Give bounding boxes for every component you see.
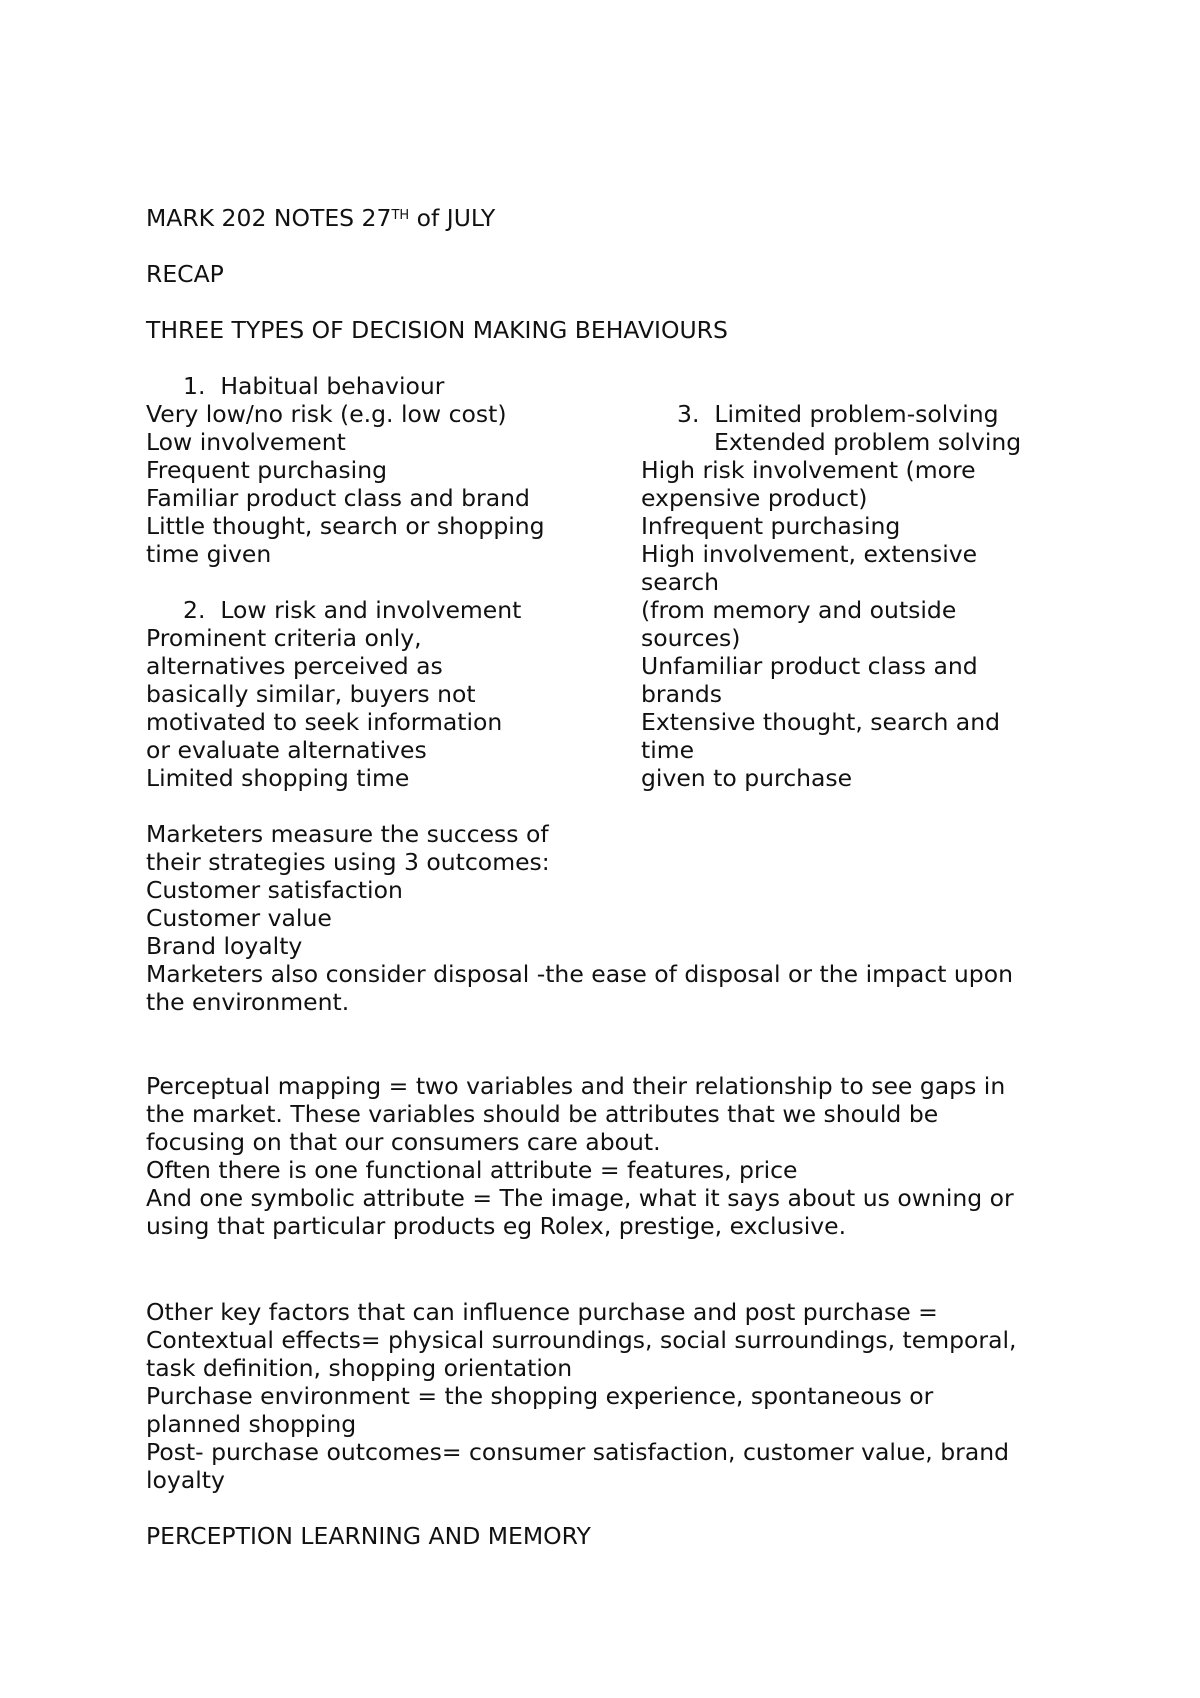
right-line: search xyxy=(641,568,720,596)
left-line: Frequent purchasing xyxy=(146,456,388,484)
perceptual-line: Often there is one functional attribute = features, price xyxy=(146,1156,798,1184)
right-line: Extensive thought, search and xyxy=(641,708,1001,736)
left-line: basically similar, buyers not xyxy=(146,680,476,708)
left-line: alternatives perceived as xyxy=(146,652,443,680)
perceptual-line: the market. These variables should be attributes that we should be xyxy=(146,1100,939,1128)
factors-line: Post- purchase outcomes= consumer satisfaction, customer value, brand xyxy=(146,1438,1010,1466)
marketers-line: Customer value xyxy=(146,904,332,932)
right-line: High risk involvement (more xyxy=(641,456,976,484)
marketers-line: Marketers measure the success of xyxy=(146,820,549,848)
left-line: time given xyxy=(146,540,272,568)
factors-line: planned shopping xyxy=(146,1410,357,1438)
left-line: Low involvement xyxy=(146,428,346,456)
right-line: Unfamiliar product class and xyxy=(641,652,978,680)
marketers-line: Marketers also consider disposal -the ease of disposal or the impact upon xyxy=(146,960,1013,988)
left-line: motivated to seek information xyxy=(146,708,503,736)
left-line: Familiar product class and brand xyxy=(146,484,530,512)
factors-line: Other key factors that can influence purchase and post purchase = xyxy=(146,1298,938,1326)
factors-line: loyalty xyxy=(146,1466,225,1494)
page-title xyxy=(146,204,495,232)
perceptual-line: Perceptual mapping = two variables and their relationship to see gaps in xyxy=(146,1072,1006,1100)
list-item-2: 2. Low risk and involvement xyxy=(183,596,522,624)
title-superscript: TH xyxy=(391,208,410,223)
factors-line: task definition, shopping orientation xyxy=(146,1354,573,1382)
right-line: expensive product) xyxy=(641,484,868,512)
list-item-1: 1. Habitual behaviour xyxy=(183,372,445,400)
right-line: time xyxy=(641,736,695,764)
right-line: given to purchase xyxy=(641,764,853,792)
section-heading: THREE TYPES OF DECISION MAKING BEHAVIOURS xyxy=(146,316,728,344)
marketers-line: their strategies using 3 outcomes: xyxy=(146,848,550,876)
final-heading: PERCEPTION LEARNING AND MEMORY xyxy=(146,1522,591,1550)
perceptual-line: using that particular products eg Rolex, prestige, exclusive. xyxy=(146,1212,847,1240)
marketers-line: Brand loyalty xyxy=(146,932,303,960)
right-line: brands xyxy=(641,680,723,708)
recap-heading: RECAP xyxy=(146,260,224,288)
right-line: High involvement, extensive xyxy=(641,540,978,568)
left-line: Little thought, search or shopping xyxy=(146,512,545,540)
factors-line: Purchase environment = the shopping experience, spontaneous or xyxy=(146,1382,934,1410)
title-main: MARK 202 NOTES 27 xyxy=(146,204,392,232)
perceptual-line: And one symbolic attribute = The image, what it says about us owning or xyxy=(146,1184,1014,1212)
right-line: sources) xyxy=(641,624,741,652)
marketers-line: the environment. xyxy=(146,988,350,1016)
right-line: Infrequent purchasing xyxy=(641,512,901,540)
list-item-3: 3. Limited problem-solving xyxy=(677,400,999,428)
factors-line: Contextual effects= physical surroundings, social surroundings, temporal, xyxy=(146,1326,1017,1354)
left-line: or evaluate alternatives xyxy=(146,736,427,764)
right-line: Extended problem solving xyxy=(714,428,1022,456)
left-line: Very low/no risk (e.g. low cost) xyxy=(146,400,507,428)
right-line: (from memory and outside xyxy=(641,596,957,624)
title-rest: of JULY xyxy=(409,204,496,232)
left-line: Prominent criteria only, xyxy=(146,624,422,652)
marketers-line: Customer satisfaction xyxy=(146,876,403,904)
left-line: Limited shopping time xyxy=(146,764,410,792)
perceptual-line: focusing on that our consumers care about. xyxy=(146,1128,661,1156)
